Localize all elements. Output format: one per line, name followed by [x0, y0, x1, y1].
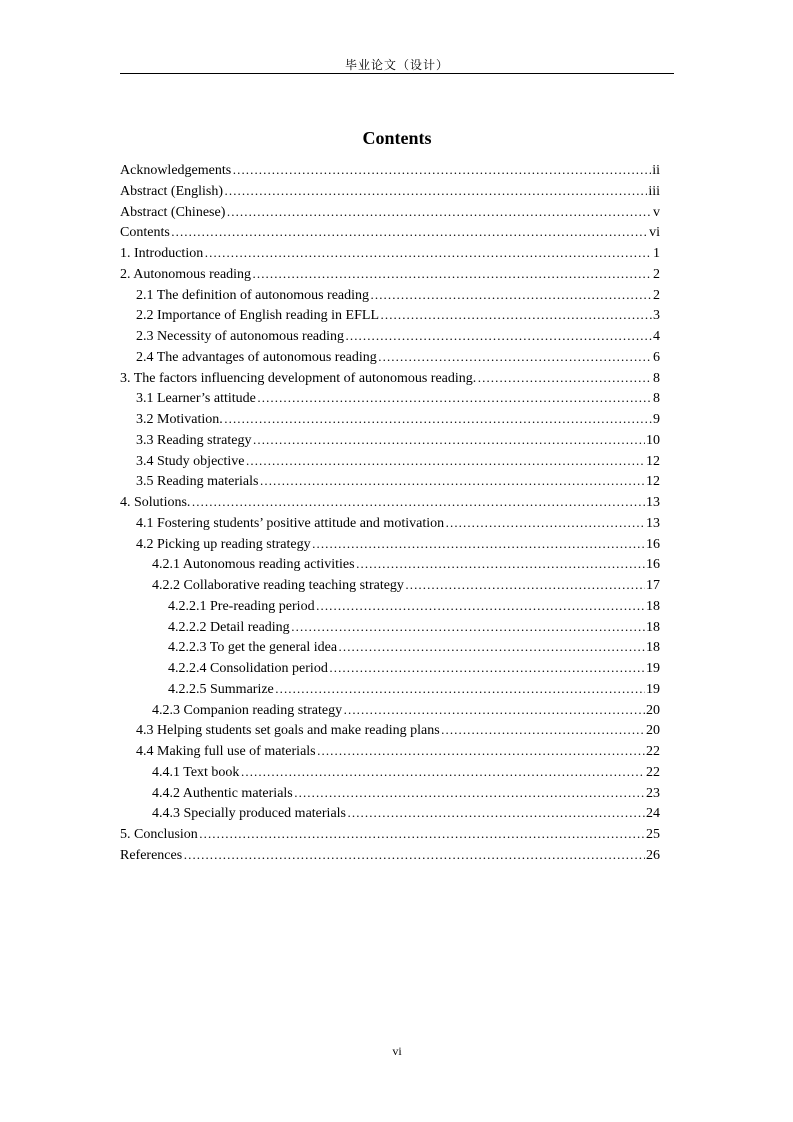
toc-entry-page: 13 [646, 515, 660, 531]
dot-leader [338, 637, 645, 658]
toc-entry-label: References [120, 847, 183, 863]
toc-entry-label: 4.4.2 Authentic materials [152, 785, 293, 801]
toc-entry-page: 18 [646, 619, 660, 635]
toc-entry-page: 22 [646, 764, 660, 780]
toc-entry-label: 1. Introduction [120, 246, 204, 261]
toc-entry-page: 16 [646, 557, 660, 573]
toc-entry-label: 2.1 The definition of autonomous reading [136, 287, 370, 303]
toc-entry[interactable] [120, 824, 660, 845]
toc-entry-page: 4 [653, 329, 660, 344]
toc-entry[interactable] [120, 305, 660, 326]
toc-entry-label: 3.5 Reading materials [136, 474, 259, 490]
toc-entry-label: 2.4 The advantages of autonomous reading [136, 349, 377, 365]
toc-title: Contents [362, 128, 432, 148]
dot-leader [246, 451, 646, 472]
toc-entry-label: 4. Solutions. [120, 495, 191, 510]
toc-entry[interactable] [120, 554, 660, 575]
page-number: vi [392, 1044, 402, 1058]
toc-entry[interactable] [120, 513, 660, 534]
toc-entry[interactable] [120, 679, 660, 700]
dot-leader [232, 160, 651, 181]
toc-entry-page: 1 [653, 246, 660, 261]
toc-entry-page: 20 [646, 723, 660, 739]
toc-entry-page: 25 [646, 827, 660, 842]
dot-leader [183, 845, 645, 866]
toc-entry-page: 18 [646, 640, 660, 656]
toc-entry-label: 4.3 Helping students set goals and make reading plans [136, 723, 440, 739]
toc-entry-page: 12 [646, 474, 660, 490]
toc-entry-page: 2 [653, 287, 660, 303]
toc-entry-label: 4.2.2.4 Consolidation period [168, 661, 328, 676]
toc-entry-label: 3.2 Motivation. [136, 412, 223, 427]
toc-entry-label: Abstract (Chinese) [120, 204, 226, 220]
dot-leader [224, 409, 652, 430]
toc-entry-page: 2 [653, 266, 660, 282]
toc-entry[interactable] [120, 803, 660, 824]
dot-leader [380, 305, 652, 326]
toc-entry-label: 4.2.2 Collaborative reading teaching strategy [152, 578, 404, 593]
dot-leader [317, 741, 645, 762]
toc-entry[interactable] [120, 409, 660, 430]
toc-entry-label: 4.4.1 Text book [152, 764, 240, 780]
toc-entry-page: 18 [646, 598, 660, 614]
dot-leader [171, 222, 648, 243]
dot-leader [316, 596, 645, 617]
toc-entry-label: 4.2.2.3 To get the general idea [168, 640, 338, 656]
toc-entry-label: 2.2 Importance of English reading in EFLL [136, 308, 379, 324]
toc-entry[interactable] [120, 202, 660, 223]
dot-leader [343, 700, 645, 721]
dot-leader [312, 534, 645, 555]
dot-leader [378, 347, 652, 368]
toc-entry-label: Acknowledgements [120, 163, 232, 178]
toc-entry-page: 8 [653, 370, 660, 386]
toc-entry[interactable] [120, 658, 660, 679]
toc-entry[interactable] [120, 534, 660, 555]
dot-leader [224, 181, 647, 202]
toc-entry[interactable] [120, 637, 660, 658]
toc-entry-label: 4.1 Fostering students’ positive attitude and motivation [136, 515, 445, 531]
toc-entry-label: 4.2.2.2 Detail reading [168, 619, 290, 635]
toc-entry-page: 12 [646, 453, 660, 469]
toc-entry-page: ii [652, 163, 660, 178]
toc-entry-label: 3.4 Study objective [136, 453, 245, 469]
toc-entry-page: 13 [646, 495, 660, 510]
toc-entry-page: 10 [646, 432, 660, 448]
dot-leader [345, 326, 652, 347]
toc-entry-page: 19 [646, 681, 660, 697]
toc-entry-label: 4.4.3 Specially produced materials [152, 806, 346, 822]
dot-leader [445, 513, 645, 534]
toc-entry[interactable] [120, 388, 660, 409]
dot-leader [356, 554, 645, 575]
dot-leader [347, 803, 645, 824]
toc-entry[interactable] [120, 222, 660, 243]
toc-entry-label: 4.2.2.1 Pre-reading period [168, 598, 315, 614]
toc-entry[interactable] [120, 160, 660, 181]
dot-leader [257, 388, 652, 409]
dot-leader [291, 617, 645, 638]
dot-leader [329, 658, 645, 679]
toc-entry-label: 3.1 Learner’s attitude [136, 391, 256, 407]
dot-leader [477, 368, 652, 389]
toc-entry-page: 17 [646, 578, 660, 593]
toc-entry[interactable] [120, 264, 660, 285]
toc-entry[interactable] [120, 783, 660, 804]
dot-leader [405, 575, 645, 596]
dot-leader [252, 264, 652, 285]
toc-entry-label: 4.4 Making full use of materials [136, 744, 316, 759]
header-rule [120, 73, 674, 74]
toc-entry[interactable] [120, 762, 660, 783]
toc-entry[interactable] [120, 575, 660, 596]
toc-entry-page: 8 [653, 391, 660, 407]
dot-leader [226, 202, 652, 223]
toc-entry[interactable] [120, 368, 660, 389]
dot-leader [441, 720, 645, 741]
toc-entry-label: Contents [120, 225, 170, 241]
toc-entry-label: 2.3 Necessity of autonomous reading [136, 329, 345, 344]
toc-entry[interactable] [120, 285, 660, 306]
toc-entry-label: Abstract (English) [120, 183, 224, 199]
toc-entry[interactable] [120, 243, 660, 264]
dot-leader [204, 243, 652, 264]
toc-entry-label: 4.2 Picking up reading strategy [136, 536, 311, 552]
toc-entry[interactable] [120, 430, 660, 451]
toc-entry-label: 3.3 Reading strategy [136, 432, 252, 448]
toc-entry-page: 16 [646, 536, 660, 552]
toc-entry[interactable] [120, 347, 660, 368]
dot-leader [240, 762, 645, 783]
toc-entry[interactable] [120, 596, 660, 617]
dot-leader [275, 679, 645, 700]
toc-entry-label: 4.2.1 Autonomous reading activities [152, 557, 355, 573]
toc-entry-page: 23 [646, 785, 660, 801]
toc-entry-label: 4.2.2.5 Summarize [168, 681, 274, 697]
toc-entry-label: 2. Autonomous reading [120, 266, 252, 282]
dot-leader [294, 783, 645, 804]
toc-entry[interactable] [120, 741, 660, 762]
toc-entry[interactable] [120, 471, 660, 492]
dot-leader [252, 430, 645, 451]
toc-entry-page: v [653, 204, 660, 220]
dot-leader [259, 471, 645, 492]
toc-entry-page: 19 [646, 661, 660, 676]
toc-entry-page: 22 [646, 744, 660, 759]
dot-leader [370, 285, 652, 306]
toc-entry-page: 3 [653, 308, 660, 324]
toc-entry[interactable] [120, 720, 660, 741]
toc-entry-page: 20 [646, 702, 660, 718]
toc-entry-page: 6 [653, 349, 660, 365]
toc-entry-page: iii [648, 183, 660, 199]
toc-entry[interactable] [120, 451, 660, 472]
toc-entry-page: 24 [646, 806, 660, 822]
toc-entry[interactable] [120, 700, 660, 721]
toc-entry[interactable] [120, 845, 660, 866]
toc-entry[interactable] [120, 326, 660, 347]
toc-entry[interactable] [120, 492, 660, 513]
dot-leader [191, 492, 645, 513]
dot-leader [199, 824, 645, 845]
running-header: 毕业论文（设计） [344, 58, 449, 72]
toc-entry[interactable] [120, 181, 660, 202]
toc-entry-label: 4.2.3 Companion reading strategy [152, 702, 343, 718]
table-of-contents [120, 160, 660, 866]
toc-entry-page: 9 [653, 412, 660, 427]
toc-entry-page: 26 [646, 847, 660, 863]
toc-entry-label: 3. The factors influencing development of autonomous reading. [120, 370, 477, 386]
toc-entry-page: vi [649, 225, 660, 241]
toc-entry[interactable] [120, 617, 660, 638]
toc-entry-label: 5. Conclusion [120, 827, 198, 842]
